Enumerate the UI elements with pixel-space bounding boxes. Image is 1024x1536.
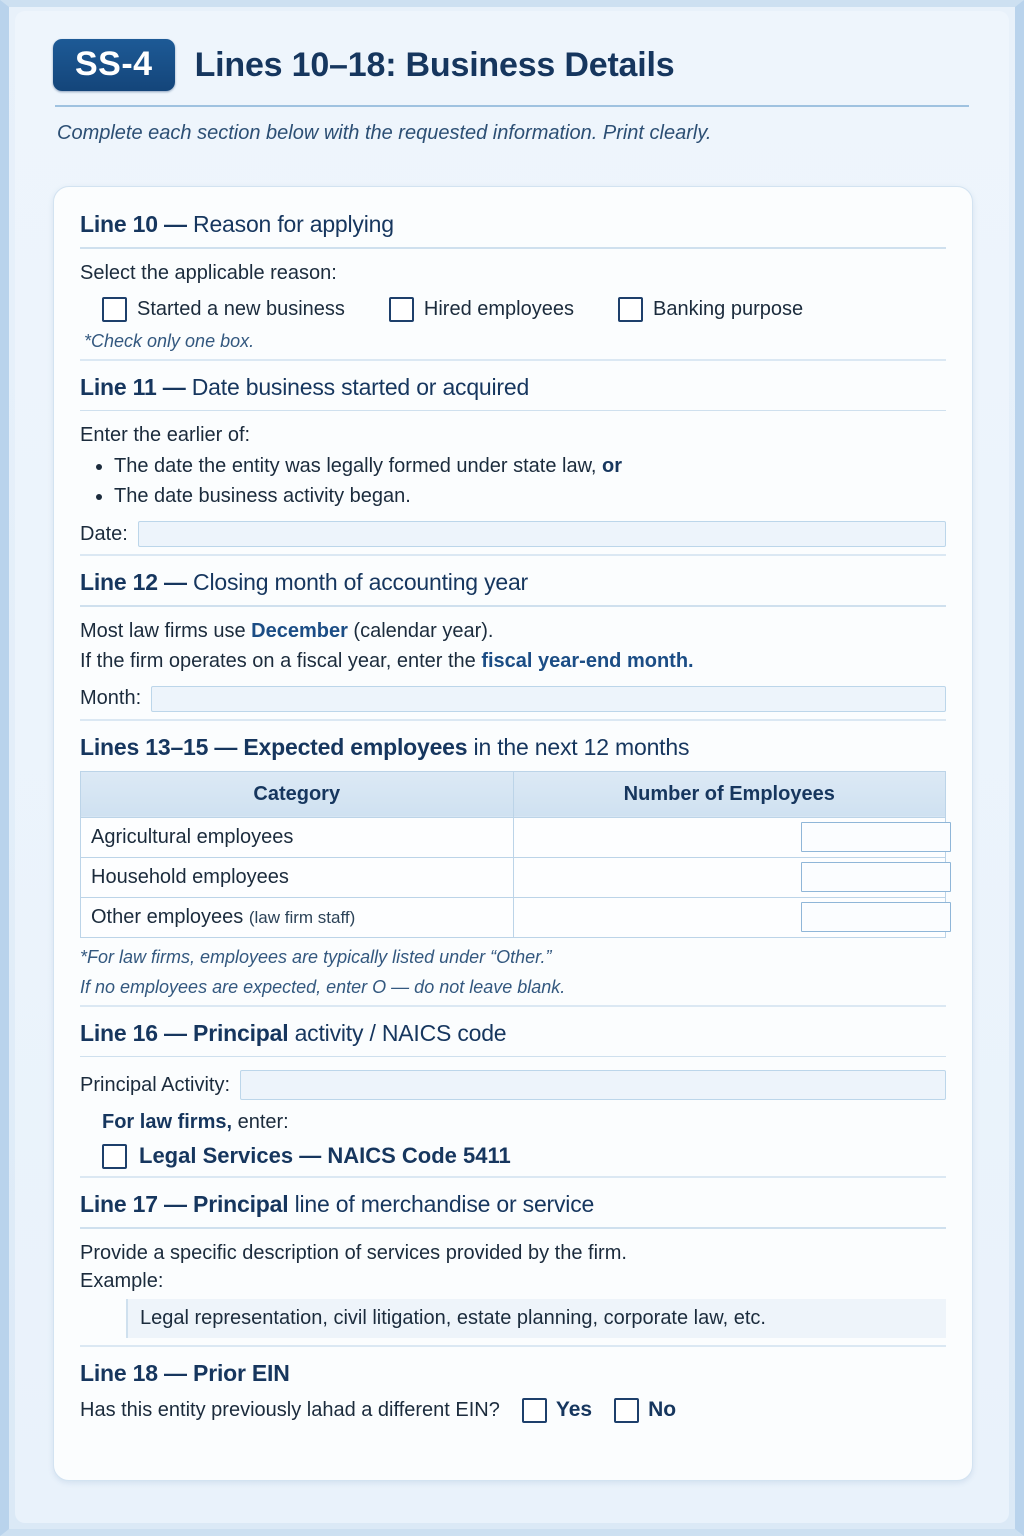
heading-strong: Line 18 —	[80, 1359, 194, 1386]
naics-label: Legal Services — NAICS Code 5411	[139, 1143, 511, 1168]
line-18-heading	[80, 1360, 946, 1387]
table-row	[81, 857, 946, 897]
agricultural-employees-input[interactable]	[801, 822, 951, 852]
cell-number	[513, 817, 946, 857]
line-12-rule	[80, 605, 946, 607]
line-17-heading	[80, 1191, 946, 1218]
line-11-bullets	[80, 455, 946, 508]
line-10-rule	[80, 247, 946, 249]
form-card	[53, 186, 973, 1481]
heading-mid: Expected employees	[243, 733, 468, 760]
text-part: If the firm operates on a fiscal year, enter the	[80, 649, 482, 672]
section-line-16	[80, 1005, 946, 1170]
heading-rest: activity / NAICS code	[288, 1019, 507, 1046]
option-banking-purpose[interactable]	[618, 297, 803, 322]
month-field-label: Month:	[80, 687, 142, 709]
line-10-note: *Check only one box.	[84, 330, 255, 351]
other-employees-input[interactable]	[801, 902, 951, 932]
heading-mid: Principal	[193, 1191, 289, 1217]
text-part: (calendar year).	[347, 619, 494, 642]
column-header-category: Category	[81, 771, 514, 817]
line-10-prompt: Select the applicable reason:	[80, 261, 337, 284]
category-suffix: (law firm staff)	[248, 907, 356, 927]
checkbox-icon[interactable]	[618, 297, 643, 322]
month-field-row	[80, 686, 946, 712]
section-line-12	[80, 554, 946, 712]
category-label: Household employees	[91, 865, 289, 888]
principal-activity-row	[80, 1070, 946, 1100]
line-10-options	[102, 297, 946, 322]
december-emphasis: December	[251, 619, 348, 642]
line-16-heading	[80, 1020, 946, 1047]
checkbox-icon[interactable]	[102, 1144, 127, 1169]
line-12-heading-rest: Closing month of accounting year	[193, 569, 529, 595]
employees-table	[80, 771, 946, 938]
principal-activity-input[interactable]	[240, 1070, 946, 1100]
checkbox-icon[interactable]	[614, 1398, 639, 1423]
form-badge: SS-4	[53, 39, 175, 91]
line-12-heading	[80, 569, 946, 596]
bullet-emphasis: or	[602, 455, 623, 477]
option-label: Hired employees	[423, 297, 574, 320]
cell-category	[81, 857, 514, 897]
section-line-18	[80, 1345, 946, 1423]
table-header-row	[81, 771, 946, 817]
page-header	[15, 11, 1009, 145]
bullet-item	[114, 455, 946, 478]
heading-rest: Prior EIN	[193, 1359, 290, 1386]
heading-mid: Principal	[193, 1019, 289, 1046]
heading-rest: line of merchandise or service	[288, 1191, 595, 1217]
lead-rest: enter:	[232, 1111, 289, 1133]
header-row	[53, 39, 971, 91]
section-line-17	[80, 1176, 946, 1338]
page-inner-panel	[15, 11, 1009, 1523]
line-17-rule	[80, 1227, 946, 1229]
option-label: Yes	[555, 1398, 593, 1421]
category-label: Agricultural employees	[91, 825, 294, 848]
fiscal-month-emphasis: fiscal year-end month.	[481, 649, 694, 672]
option-started-new-business[interactable]	[102, 297, 345, 322]
line-10-heading-strong: Line 10 —	[80, 211, 194, 237]
line-17-paragraph: Provide a specific description of services provided by the firm.	[80, 1241, 627, 1264]
bullet-text: The date the entity was legally formed under state law,	[114, 455, 603, 477]
line-11-rule	[80, 410, 946, 412]
cell-number	[513, 897, 946, 937]
lines-13-15-heading	[80, 734, 946, 761]
lead-emphasis: For law firms,	[102, 1111, 233, 1133]
option-hired-employees[interactable]	[389, 297, 574, 322]
line-11-heading-strong: Line 11 —	[80, 373, 192, 400]
line-10-heading	[80, 211, 946, 238]
prior-ein-question: Has this entity previously lahad a different EIN?	[80, 1398, 500, 1421]
date-field-label: Date:	[80, 522, 128, 545]
line-12-paragraph-1	[80, 620, 946, 643]
header-divider	[55, 105, 969, 107]
option-no[interactable]	[614, 1398, 676, 1423]
category-label: Other employees	[91, 905, 249, 928]
line-10-heading-rest: Reason for applying	[193, 211, 394, 237]
household-employees-input[interactable]	[801, 862, 951, 892]
line-16-lead	[102, 1111, 946, 1134]
text-part: Most law firms use	[80, 619, 252, 642]
section-line-11	[80, 359, 946, 548]
table-row	[81, 897, 946, 937]
option-yes[interactable]	[522, 1398, 592, 1423]
table-row	[81, 817, 946, 857]
page-subtitle: Complete each section below with the requested information. Print clearly.	[57, 122, 712, 144]
page-title: Lines 10–18: Business Details	[194, 45, 675, 84]
heading-strong: Line 16 —	[80, 1019, 194, 1046]
line-18-question-row	[80, 1398, 946, 1423]
checkbox-icon[interactable]	[389, 297, 414, 322]
checkbox-icon[interactable]	[522, 1398, 547, 1423]
cell-category	[81, 817, 514, 857]
line-17-example-text: Legal representation, civil litigation, estate planning, corporate law, etc.	[126, 1299, 946, 1338]
heading-strong: Lines 13–15 —	[80, 733, 244, 760]
heading-rest: in the next 12 months	[467, 733, 690, 760]
heading-strong: Line 17 —	[80, 1191, 194, 1217]
naics-option[interactable]	[102, 1143, 946, 1169]
bullet-item: • The date business activity began.	[114, 485, 946, 508]
line-11-heading-rest: Date business started or acquired	[191, 373, 530, 400]
date-field-row	[80, 521, 946, 547]
section-lines-13-15	[80, 719, 946, 998]
line-12-heading-strong: Line 12 —	[80, 569, 194, 595]
line-11-intro: Enter the earlier of:	[80, 424, 251, 446]
line-12-paragraph-2	[80, 650, 946, 673]
line-16-rule	[80, 1056, 946, 1058]
lines-13-15-note-1: *For law firms, employees are typically listed under “Other.”	[80, 946, 552, 967]
principal-activity-label: Principal Activity:	[80, 1073, 231, 1096]
option-label: No	[648, 1398, 677, 1421]
column-header-number: Number of Employees	[513, 771, 946, 817]
option-label: Started a new business	[137, 297, 345, 320]
month-input[interactable]	[151, 686, 946, 712]
line-11-heading	[80, 374, 946, 401]
line-17-example-label: Example:	[80, 1269, 164, 1292]
lines-13-15-note-2: If no employees are expected, enter O — do not leave blank.	[80, 976, 566, 997]
date-input[interactable]	[138, 521, 946, 547]
section-line-10	[80, 203, 946, 352]
cell-category	[81, 897, 514, 937]
cell-number	[513, 857, 946, 897]
option-label: Banking purpose	[652, 297, 804, 320]
checkbox-icon[interactable]	[102, 297, 127, 322]
